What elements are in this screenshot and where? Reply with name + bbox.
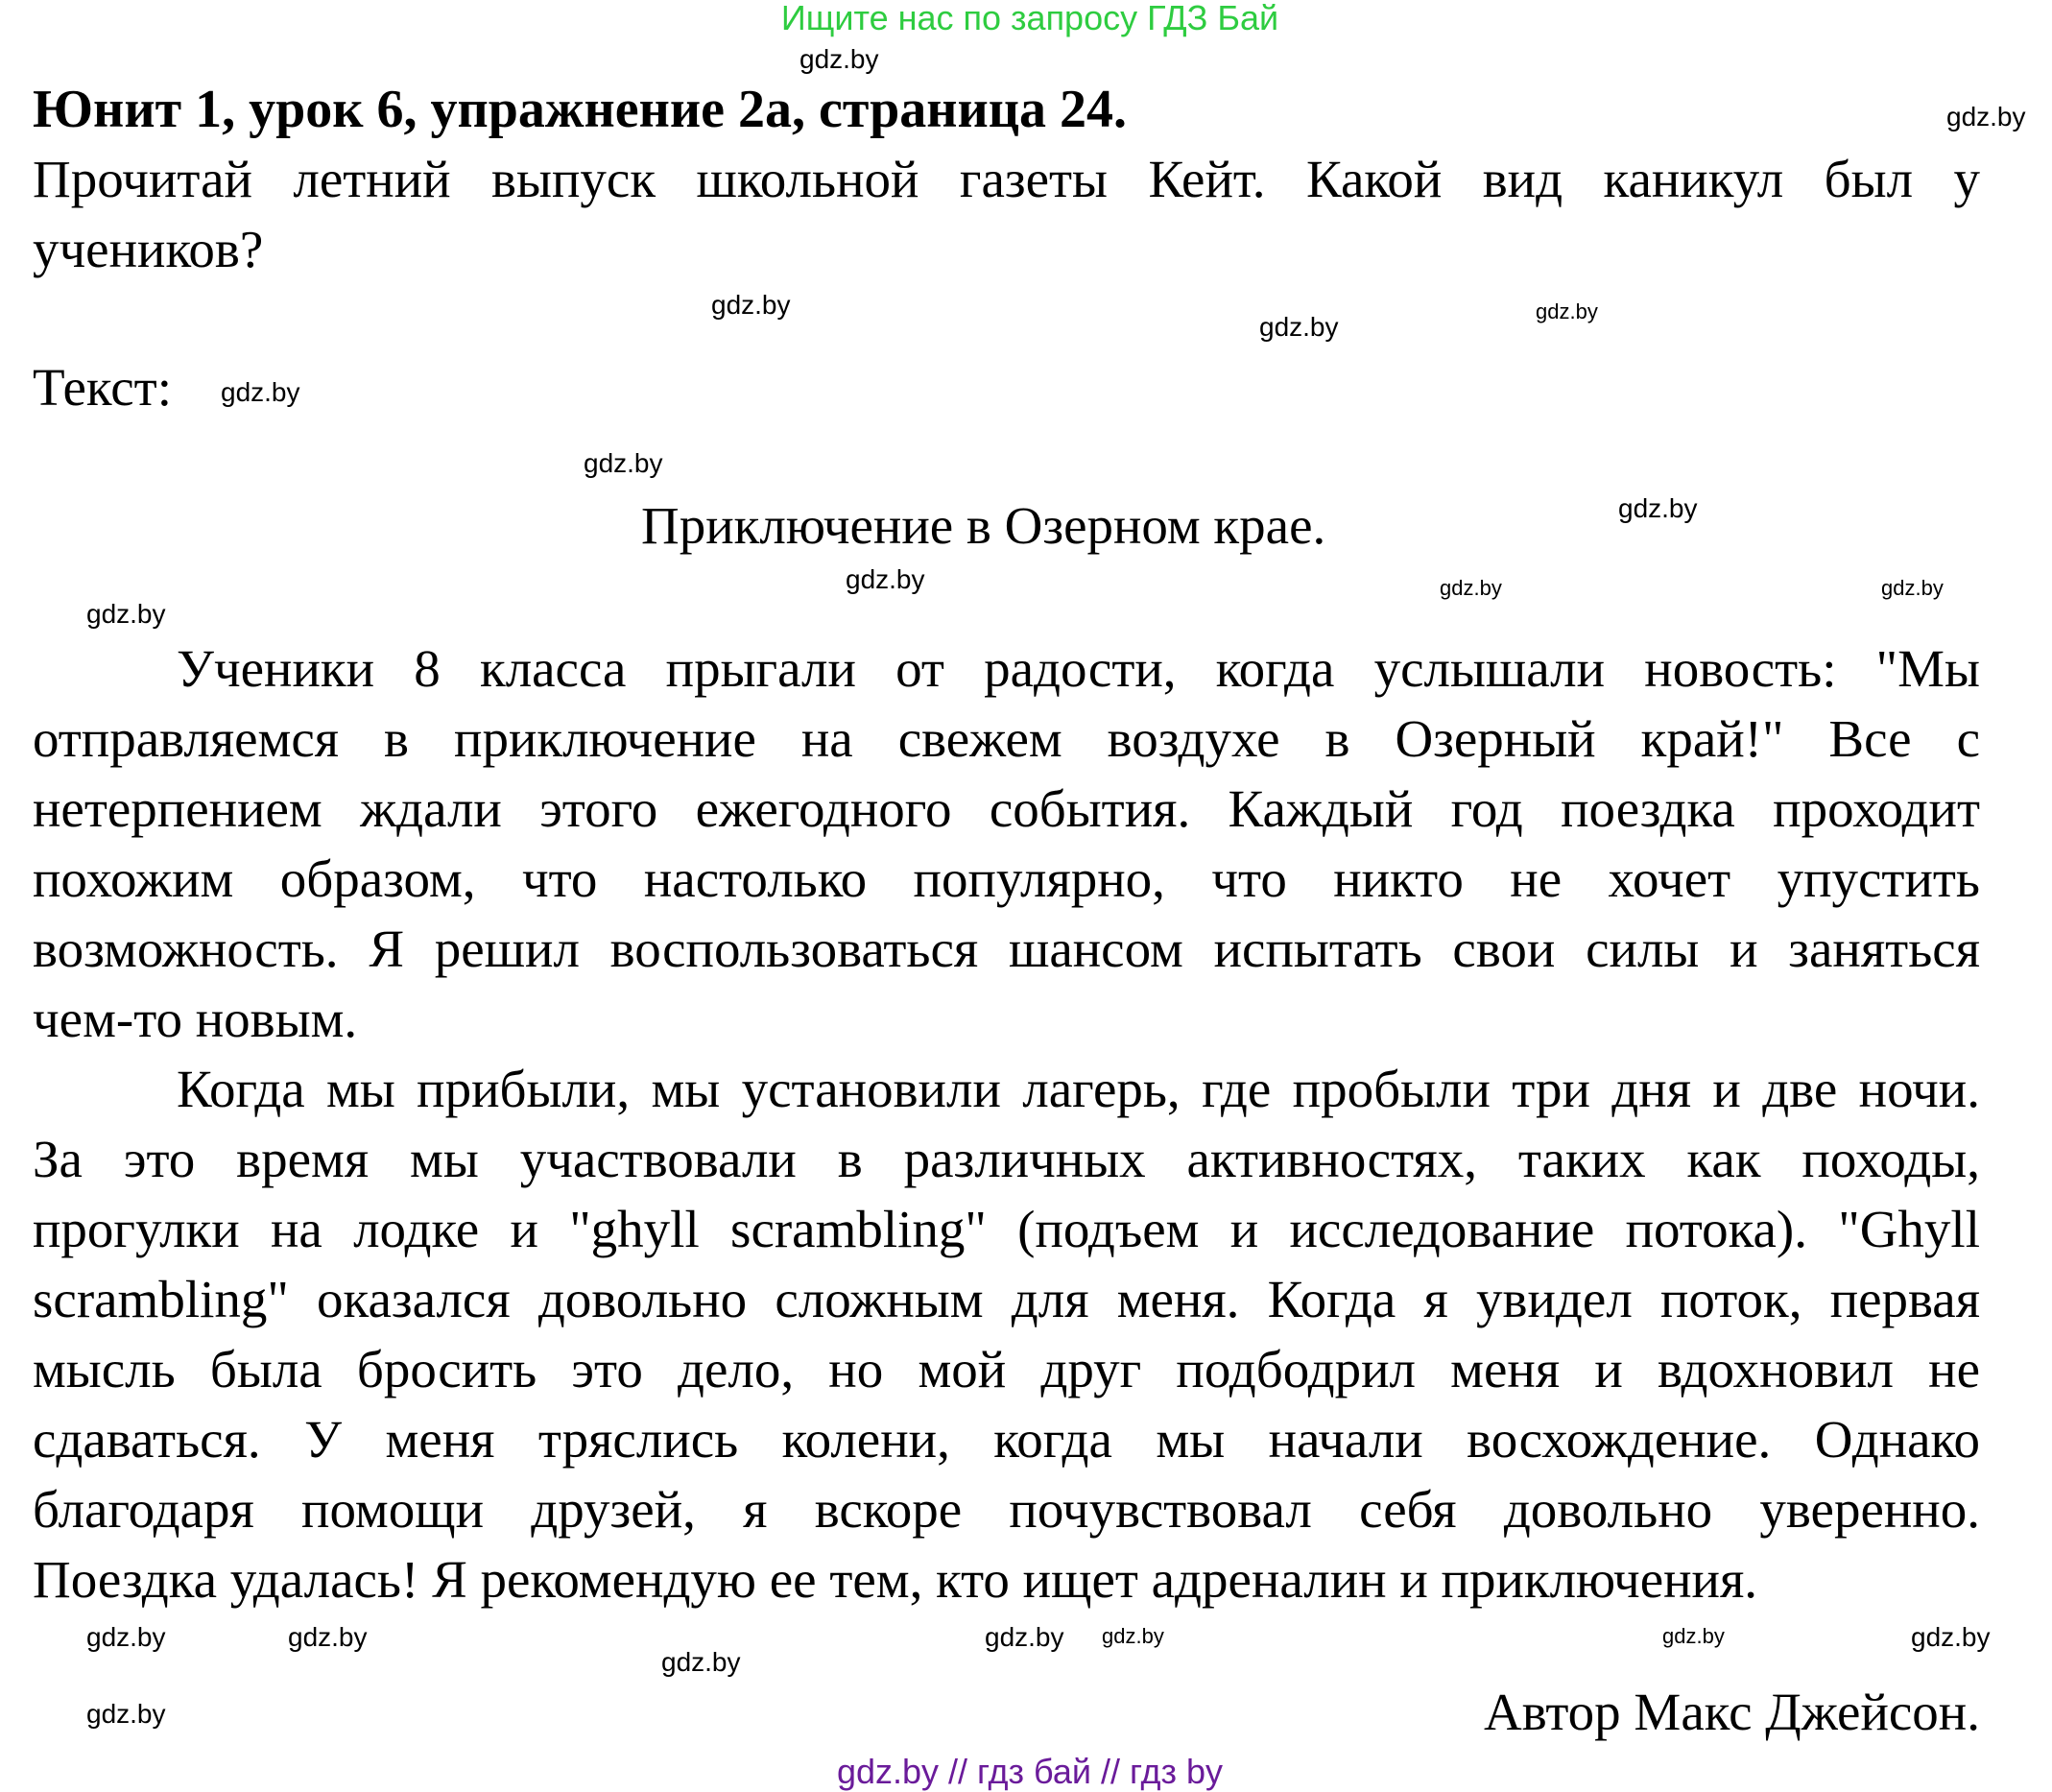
- search-banner: Ищите нас по запросу ГДЗ Бай: [780, 0, 1279, 37]
- story-line: Ученики 8 класса прыгали от радости, когда услышали новость: "Мы: [177, 639, 1980, 698]
- watermark: gdz.by: [221, 377, 300, 407]
- watermark: gdz.by: [288, 1622, 368, 1652]
- watermark: gdz.by: [1440, 576, 1502, 600]
- story-line: чем-то новым.: [33, 990, 358, 1048]
- story-line: scrambling" оказался довольно сложным для меня. Когда я увидел поток, первая: [33, 1270, 1980, 1328]
- watermark: gdz.by: [1881, 576, 1944, 600]
- watermark: gdz.by: [1102, 1624, 1164, 1648]
- watermark: gdz.by: [1662, 1624, 1725, 1648]
- story-line: нетерпением ждали этого ежегодного события. Каждый год поездка проходит: [33, 779, 1980, 838]
- watermark: gdz.by: [1946, 102, 2026, 131]
- author-signature: Автор Макс Джейсон.: [1484, 1683, 1980, 1741]
- story-line: отправляемся в приключение на свежем воздухе в Озерный край!" Все с: [33, 709, 1980, 768]
- watermark: gdz.by: [584, 448, 663, 478]
- story-line: похожим образом, что настолько популярно, что никто не хочет упустить: [33, 849, 1980, 908]
- watermark: gdz.by: [1259, 312, 1339, 342]
- watermark: gdz.by: [661, 1647, 741, 1677]
- watermark: gdz.by: [1536, 299, 1598, 323]
- story-line: Поездка удалась! Я рекомендую ее тем, кто ищет адреналин и приключения.: [33, 1550, 1758, 1609]
- watermark: gdz.by: [86, 1622, 166, 1652]
- watermark: gdz.by: [1618, 493, 1698, 523]
- watermark: gdz.by: [86, 1699, 166, 1729]
- watermark: gdz.by: [799, 44, 879, 74]
- footer-watermark: gdz.by // гдз бай // гдз by: [836, 1752, 1224, 1791]
- story-line: сдаваться. У меня тряслись колени, когда мы начали восхождение. Однако: [33, 1410, 1980, 1469]
- story-line: Когда мы прибыли, мы установили лагерь, где пробыли три дня и две ночи.: [177, 1060, 1980, 1118]
- story-line: возможность. Я решил воспользоваться шансом испытать свои силы и заняться: [33, 920, 1980, 978]
- task-line: Прочитай летний выпуск школьной газеты Кейт. Какой вид каникул был у: [33, 150, 1980, 208]
- exercise-title: Юнит 1, урок 6, упражнение 2а, страница 24.: [33, 80, 1128, 139]
- story-title: Приключение в Озерном крае.: [641, 496, 1326, 555]
- task-line: учеников?: [33, 220, 264, 278]
- watermark: gdz.by: [86, 599, 166, 629]
- text-label: Текст:: [33, 358, 172, 417]
- watermark: gdz.by: [985, 1622, 1064, 1652]
- watermark: gdz.by: [1911, 1622, 1991, 1652]
- story-line: благодаря помощи друзей, я вскоре почувствовал себя довольно уверенно.: [33, 1480, 1980, 1539]
- story-line: мысль была бросить это дело, но мой друг подбодрил меня и вдохновил не: [33, 1340, 1980, 1398]
- story-line: прогулки на лодке и "ghyll scrambling" (подъем и исследование потока). "Ghyll: [33, 1200, 1980, 1258]
- watermark: gdz.by: [711, 290, 791, 320]
- watermark: gdz.by: [846, 564, 925, 594]
- story-line: За это время мы участвовали в различных активностях, таких как походы,: [33, 1130, 1980, 1188]
